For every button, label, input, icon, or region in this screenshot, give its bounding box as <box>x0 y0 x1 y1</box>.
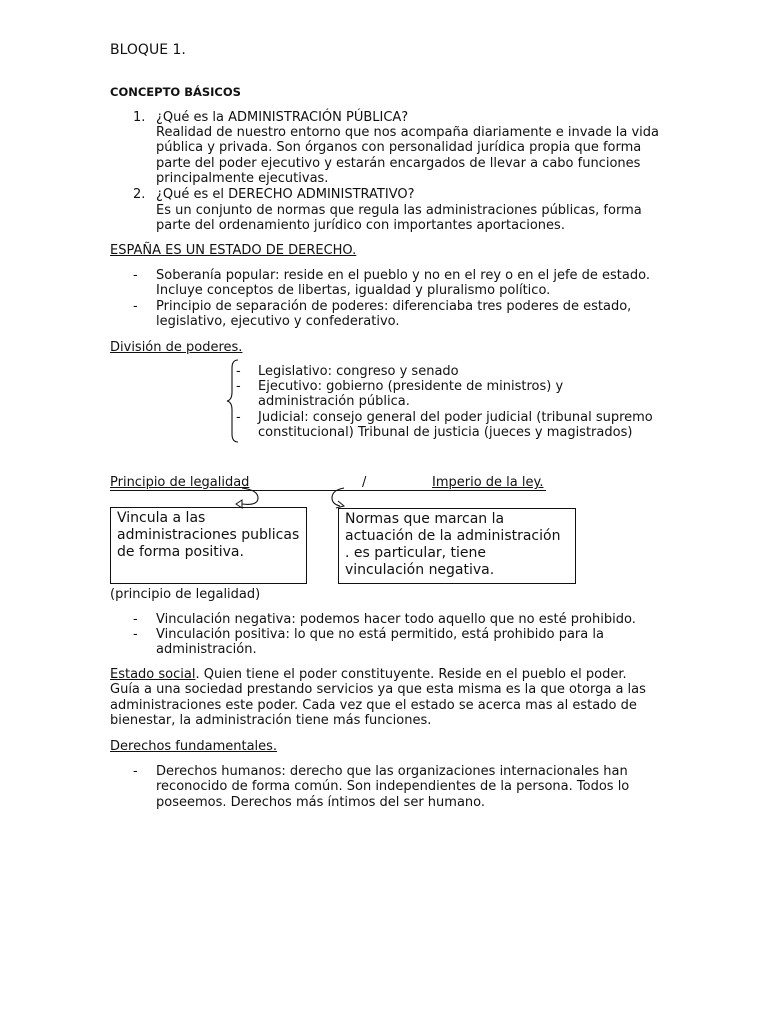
list-item: Soberanía popular: reside en el pueblo y no en el rey o en el jefe de estado. Incluye conceptos de libertas, igualdad y pluralismo político. <box>156 268 650 299</box>
principio-legalidad-label: Principio de legalidad <box>110 475 250 490</box>
list-item: Judicial: consejo general del poder judicial (tribunal supremo constitucional) Tribunal de justicia (jueces y magistrados) <box>258 410 653 441</box>
estado-social-heading: Estado social <box>110 667 196 682</box>
question-number: 1. <box>133 110 146 125</box>
question-number: 2. <box>133 187 146 202</box>
box-vinculacion-negativa: Normas que marcan la actuación de la administración . es particular, tiene vinculación negativa. <box>338 508 576 584</box>
section-title-conceptos: CONCEPTO BÁSICOS <box>110 85 241 99</box>
bullet-dash: - <box>236 410 241 425</box>
list-item: Ejecutivo: gobierno (presidente de ministros) y administración pública. <box>258 379 564 410</box>
list-item: Derechos humanos: derecho que las organizaciones internacionales han reconocido de forma común. Son independientes de la persona. Todos lo poseemos. Derechos más íntimos del ser humano. <box>156 764 630 810</box>
bullet-dash: - <box>133 764 138 779</box>
question-text: ¿Qué es la ADMINISTRACIÓN PÚBLICA? <box>156 110 409 125</box>
section-heading-division: División de poderes. <box>110 340 243 355</box>
list-item: Principio de separación de poderes: diferenciaba tres poderes de estado, legislativo, ejecutivo y confederativo. <box>156 299 632 330</box>
section-heading-espana: ESPAÑA ES UN ESTADO DE DERECHO. <box>110 243 357 258</box>
bullet-dash: - <box>133 268 138 283</box>
caption-legalidad: (principio de legalidad) <box>110 587 261 602</box>
answer-text: Realidad de nuestro entorno que nos acompaña diariamente e invade la vida pública y privada. Son órganos con personalidad jurídica propia que forma parte del poder ejecutivo y estarán encargados de llevar a cabo funciones principalmente ejecutivas. <box>156 125 659 187</box>
bullet-dash: - <box>133 627 138 642</box>
bullet-dash: - <box>133 612 138 627</box>
answer-text: Es un conjunto de normas que regula las administraciones públicas, forma parte del ordenamiento jurídico con importantes aportaciones. <box>156 203 642 234</box>
bullet-dash: - <box>236 364 241 379</box>
list-item: Vinculación positiva: lo que no está permitido, está prohibido para la administración. <box>156 627 604 658</box>
bullet-dash: - <box>133 299 138 314</box>
question-text: ¿Qué es el DERECHO ADMINISTRATIVO? <box>156 187 415 202</box>
section-heading-derechos: Derechos fundamentales. <box>110 739 278 754</box>
slash-separator: / <box>362 475 367 490</box>
bullet-dash: - <box>236 379 241 394</box>
document-heading: BLOQUE 1. <box>110 42 186 58</box>
list-item: Vinculación negativa: podemos hacer todo aquello que no esté prohibido. <box>156 612 636 627</box>
estado-social-paragraph <box>110 667 660 729</box>
list-item: Legislativo: congreso y senado <box>258 364 459 379</box>
estado-social-text: . Quien tiene el poder constituyente. Reside en el pueblo el poder. Guía a una sociedad prestando servicios ya que esta misma es la que otorga a las administraciones este poder. Cada vez que el estado se acerca mas al estado de bienestar, la administración tiene más funciones. <box>110 667 646 729</box>
box-vinculacion-positiva: Vincula a las administraciones publicas de forma positiva. <box>110 507 307 584</box>
imperio-ley-label: Imperio de la ley. <box>432 475 544 490</box>
